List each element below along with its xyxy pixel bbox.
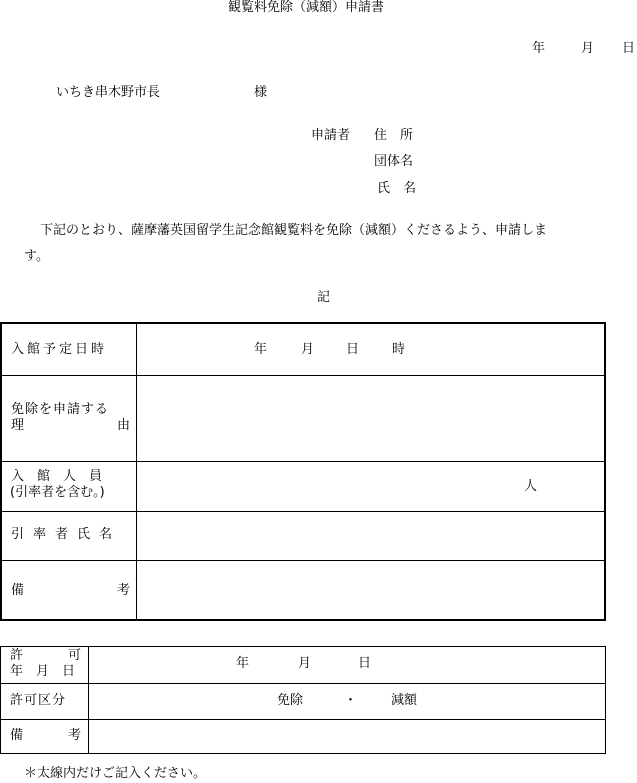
office-use-table: [0, 646, 606, 754]
row-reason: [2, 376, 604, 462]
row-office-remarks: [1, 720, 605, 753]
category-option-exempt: 免除: [277, 693, 304, 708]
visit-hour: 時: [392, 342, 406, 357]
permit-year: 年: [236, 656, 250, 671]
application-table: [0, 322, 606, 621]
body-line-1: 下記のとおり、薩摩藩英国留学生記念館観覧料を免除（減額）くださるよう、申請しま: [40, 223, 548, 238]
leader-label: 引率者氏名: [11, 527, 122, 542]
visitors-label-line2: (引率者を含む。): [10, 485, 105, 500]
row-permit-date: [1, 647, 605, 684]
applicant-label: 申請者: [311, 128, 351, 143]
reason-label-li: 理: [11, 418, 25, 433]
ki-heading: 記: [317, 290, 331, 305]
date-day: 日: [622, 41, 636, 56]
row-remarks: [2, 561, 604, 621]
permit-label-ka: 可: [68, 648, 82, 663]
body-line-2: す。: [24, 249, 49, 264]
category-separator: ・: [344, 693, 358, 708]
applicant-group-label: 団体名: [374, 154, 414, 169]
permit-label-date: 年 月 日: [10, 664, 76, 679]
reason-label-line1: 免除を申請する: [11, 402, 110, 417]
remarks-label-kou: 考: [117, 583, 131, 598]
permit-label-kyo: 許: [10, 648, 24, 663]
document-title: 観覧料免除（減額）申請書: [228, 0, 385, 15]
permit-day: 日: [358, 656, 372, 671]
row-visit-datetime: [2, 324, 604, 376]
visitors-unit: 人: [524, 479, 538, 494]
visit-day: 日: [346, 342, 360, 357]
date-year: 年: [532, 41, 546, 56]
row-visitors: [2, 462, 604, 512]
category-option-reduce: 減額: [391, 693, 418, 708]
reason-label-yu: 由: [117, 418, 131, 433]
addressee-honorific: 様: [254, 85, 268, 100]
visit-datetime-label: 入館予定日時: [11, 342, 108, 357]
category-label: 許可区分: [10, 693, 67, 708]
office-remarks-bi: 備: [10, 728, 24, 743]
remarks-label-bi: 備: [11, 583, 25, 598]
visitors-label-line1: 入 館 人 員: [11, 469, 103, 484]
row-leader: [2, 512, 604, 561]
applicant-name-label: 氏 名: [377, 181, 417, 196]
permit-month: 月: [298, 656, 312, 671]
footnote: ＊太線内だけご記入ください。: [24, 766, 207, 781]
date-month: 月: [581, 41, 595, 56]
visit-year: 年: [254, 342, 268, 357]
applicant-address-label: 住 所: [374, 128, 414, 143]
addressee-name: いちき串木野市長: [56, 85, 161, 100]
visit-month: 月: [301, 342, 315, 357]
row-permit-category: [1, 684, 605, 720]
office-remarks-kou: 考: [68, 728, 82, 743]
